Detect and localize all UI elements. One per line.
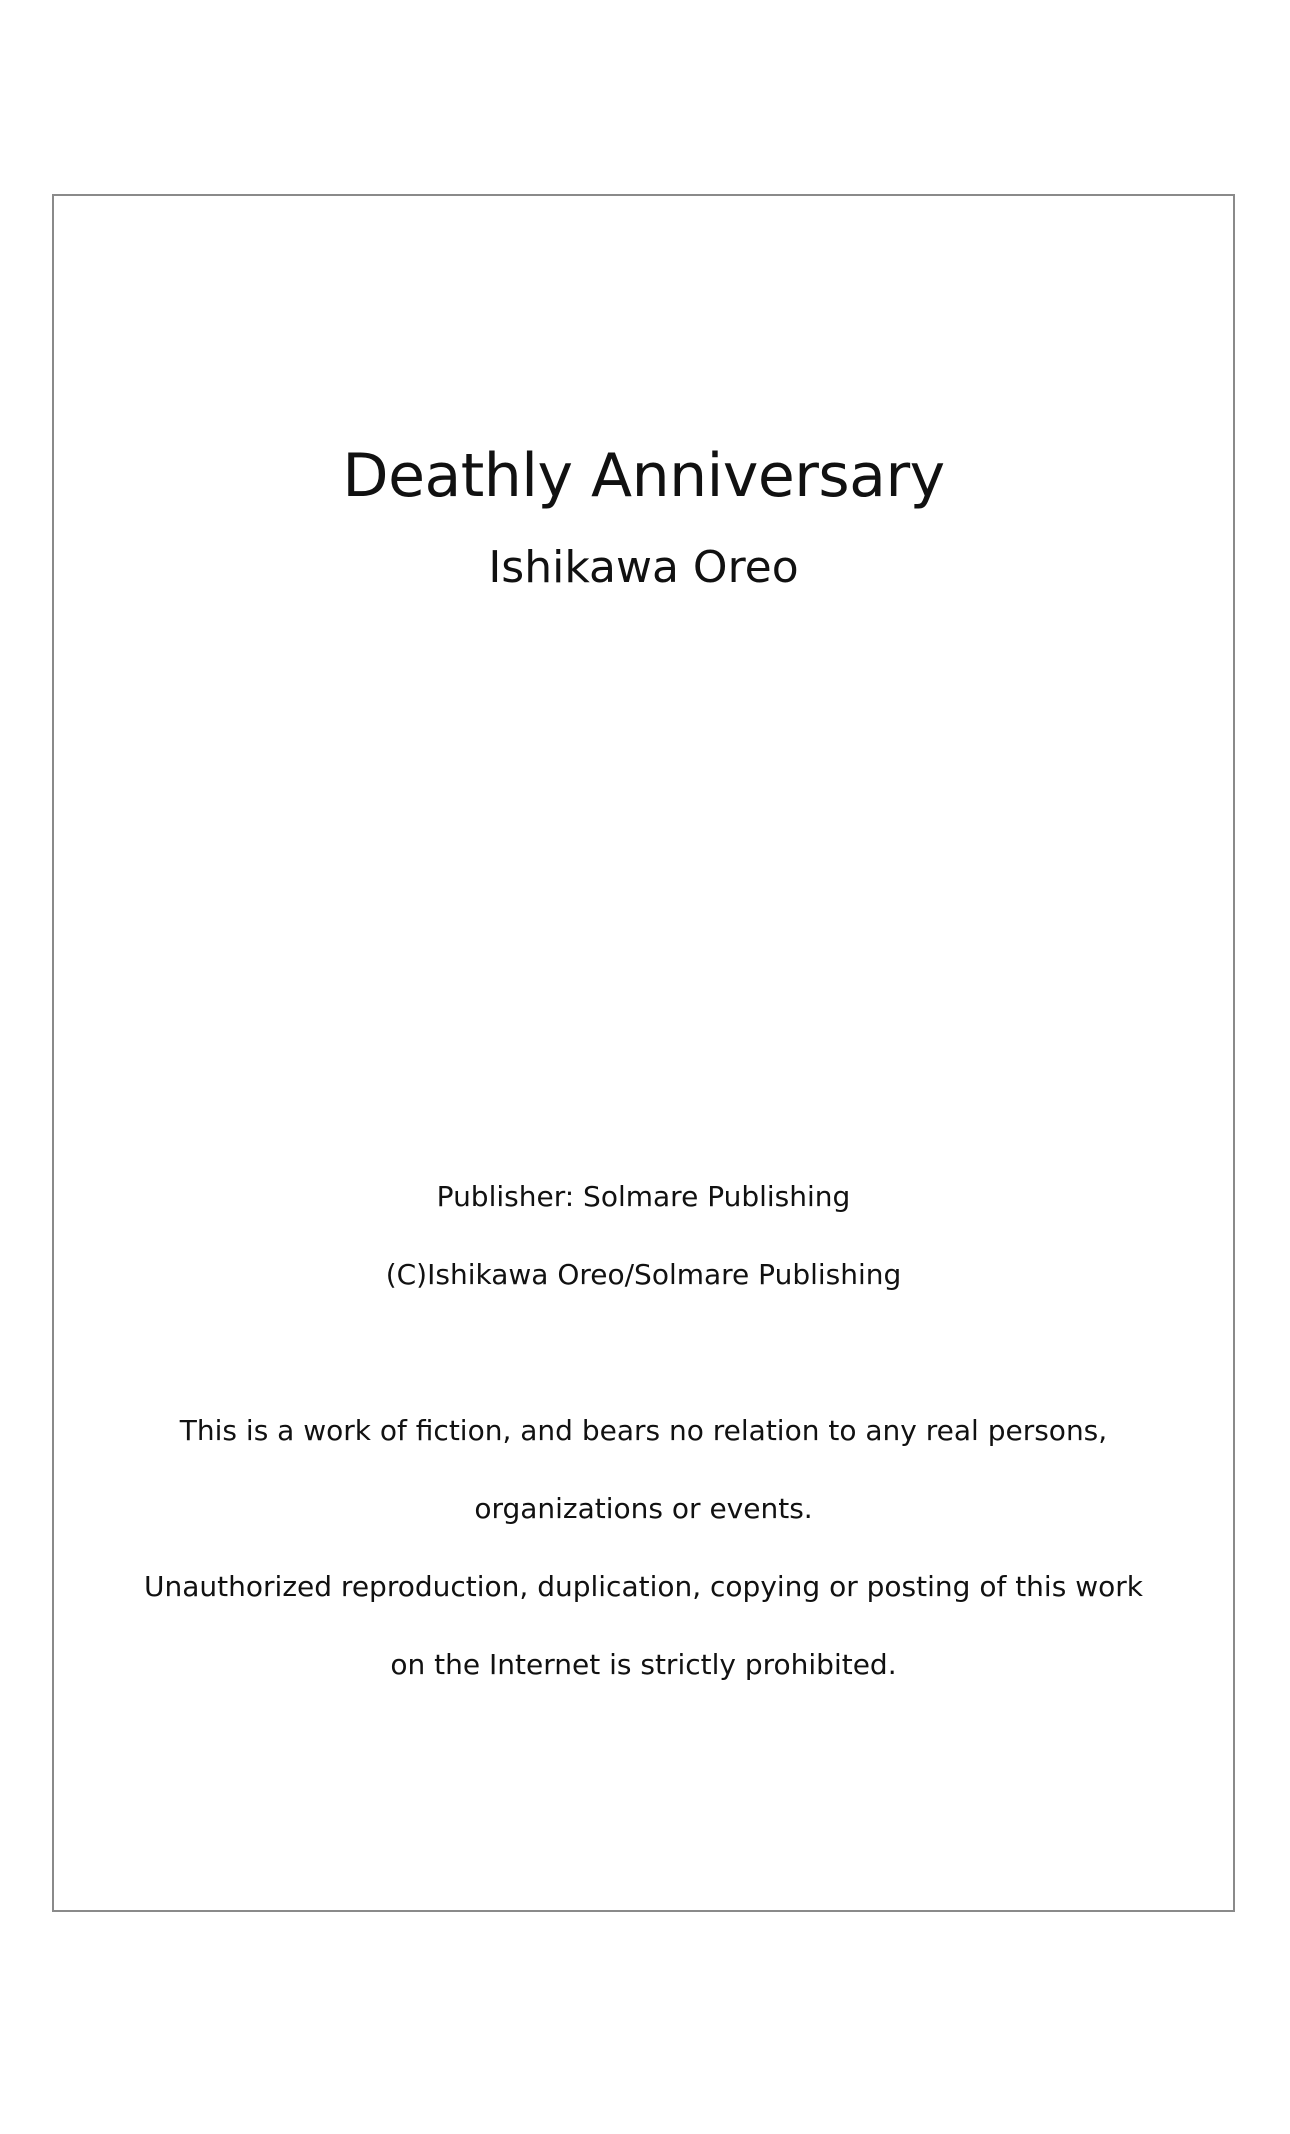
title-page-frame — [52, 194, 1235, 1912]
publisher-line: Publisher: Solmare Publishing — [436, 1180, 851, 1213]
disclaimer-line: Unauthorized reproduction, duplication, copying or posting of this work — [144, 1570, 1143, 1603]
disclaimer-line: organizations or events. — [474, 1492, 813, 1525]
disclaimer-line: This is a work of fiction, and bears no relation to any real persons, — [179, 1414, 1108, 1447]
book-title: Deathly Anniversary — [342, 441, 945, 511]
disclaimer-line: on the Internet is strictly prohibited. — [390, 1648, 897, 1681]
book-author: Ishikawa Oreo — [488, 542, 799, 593]
copyright-line: (C)Ishikawa Oreo/Solmare Publishing — [385, 1258, 902, 1291]
